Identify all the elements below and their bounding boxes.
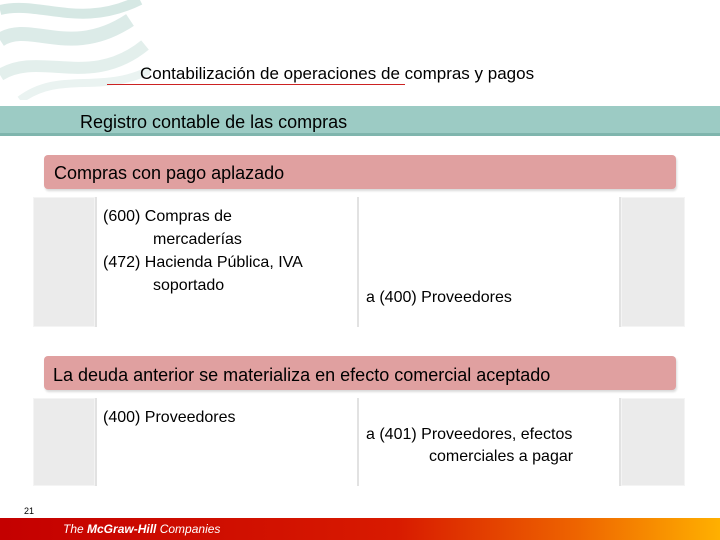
block1-right-cell [621,197,685,327]
debit-account-600-cont: mercaderías [153,231,242,248]
credit-account-401: a (401) Proveedores, efectos [366,426,573,443]
block1-left-cell [33,197,95,327]
block2-credit-entries [366,424,573,468]
debit-account-400: (400) Proveedores [103,409,236,426]
publisher-logo [63,522,220,536]
block2-heading: La deuda anterior se materializa en efecto comercial aceptado [53,365,551,385]
slide-title: Contabilización de operaciones de compras y pagos [140,64,535,83]
section-heading: Registro contable de las compras [80,112,348,132]
page-number: 21 [24,506,35,516]
debit-account-472-cont: soportado [153,277,225,294]
block1-debit-entries [103,205,303,297]
debit-account-472: (472) Hacienda Pública, IVA [103,254,303,271]
credit-account-400: a (400) Proveedores [366,289,512,306]
debit-account-600: (600) Compras de [103,208,232,225]
decorative-swirl-graphic [0,0,150,100]
logo-prefix: The [63,522,88,536]
credit-account-401-cont: comerciales a pagar [429,448,574,465]
logo-brand: McGraw-Hill [87,522,157,536]
block2-right-cell [621,398,685,486]
logo-suffix: Companies [156,522,221,536]
block1-heading: Compras con pago aplazado [54,163,285,183]
title-underline [107,84,405,85]
block2-left-cell [33,398,95,486]
